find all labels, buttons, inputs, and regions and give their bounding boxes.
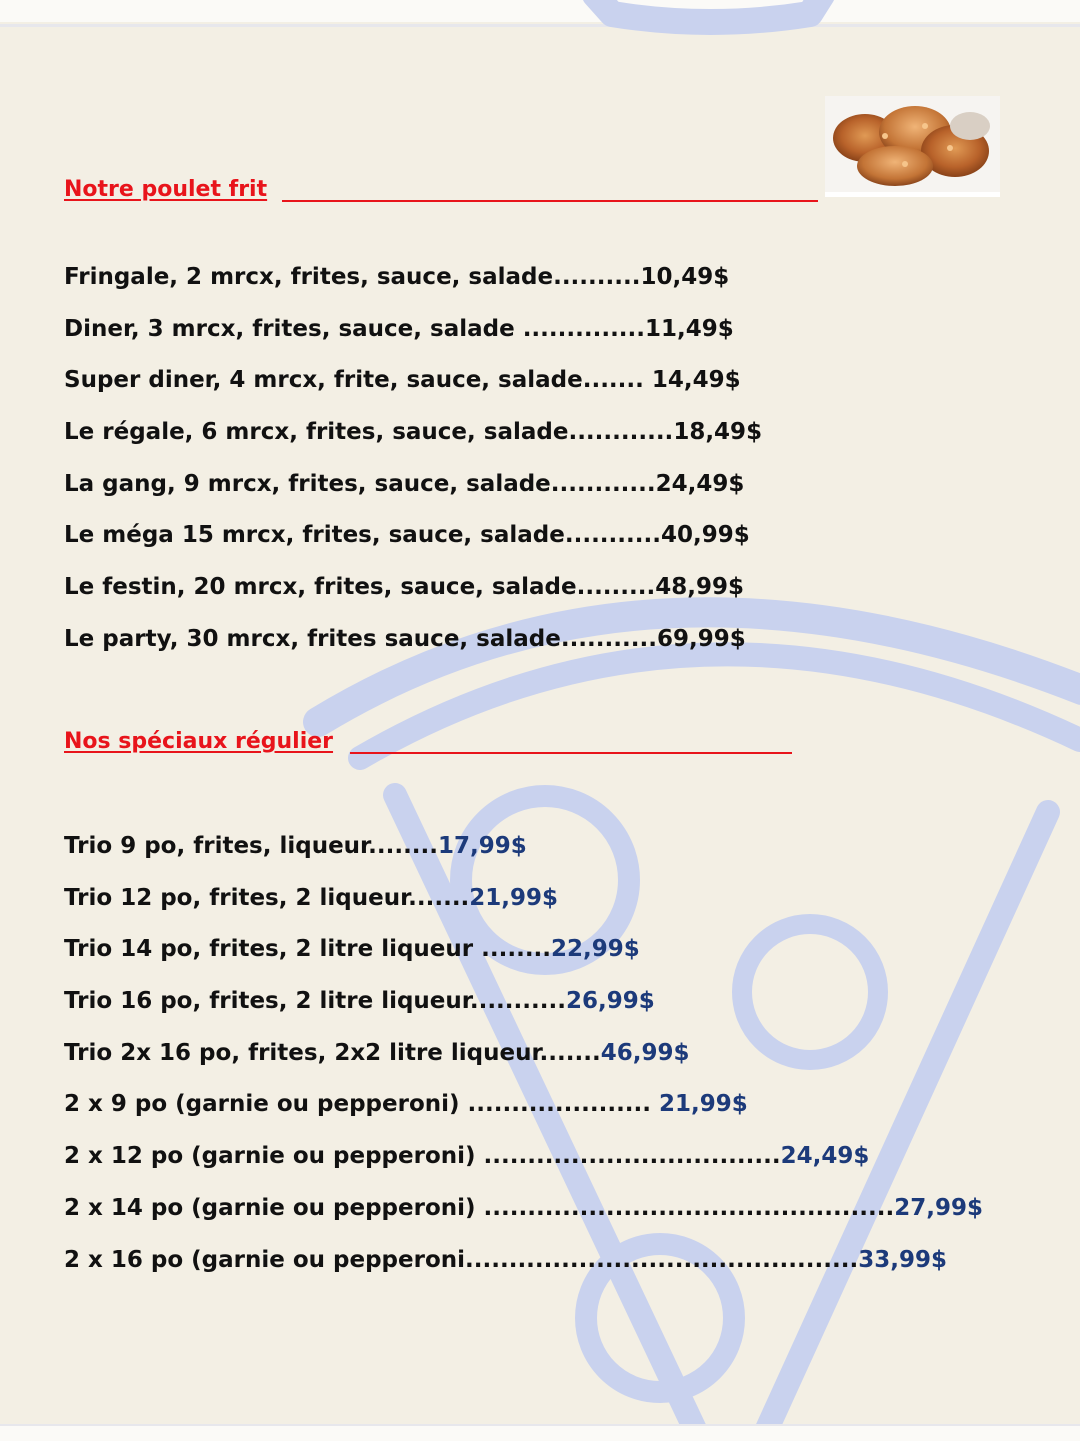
item-description: Fringale, 2 mrcx, frites, sauce, salade.......... (64, 264, 641, 290)
item-price: 10,49$ (640, 264, 730, 290)
menu-item (64, 831, 983, 883)
item-description: 2 x 9 po (garnie ou pepperoni) ..................... (64, 1091, 660, 1118)
menu-item (64, 1193, 983, 1245)
item-price: 69,99$ (656, 625, 746, 652)
item-description: Trio 2x 16 po, frites, 2x2 litre liqueur....... (64, 1039, 601, 1066)
item-price: 24,49$ (655, 470, 745, 497)
menu-item (64, 469, 762, 521)
section-title-fried-chicken: Notre poulet frit (64, 177, 268, 202)
menu-item (64, 314, 762, 366)
menu-item (64, 572, 762, 624)
item-description: Trio 9 po, frites, liqueur........ (64, 833, 439, 859)
menu-item (64, 986, 983, 1038)
section-rule-fried-chicken (282, 200, 818, 202)
item-price: 40,99$ (660, 522, 750, 549)
item-price: 18,49$ (673, 419, 763, 446)
item-description: Le méga 15 mrcx, frites, sauce, salade........... (64, 522, 661, 549)
section-rule-regular-specials (350, 752, 792, 754)
regular-specials-list (64, 831, 983, 1296)
top-page-edge (0, 0, 1080, 22)
item-description: 2 x 14 po (garnie ou pepperoni) ............................................... (64, 1194, 895, 1221)
menu-item (64, 1038, 983, 1090)
item-description: Le régale, 6 mrcx, frites, sauce, salade............ (64, 419, 674, 446)
menu-item (64, 934, 983, 986)
item-price: 11,49$ (645, 315, 734, 342)
menu-item (64, 520, 762, 572)
item-price: 33,99$ (858, 1246, 947, 1273)
item-price: 46,99$ (600, 1039, 690, 1066)
item-description: Le party, 30 mrcx, frites sauce, salade........... (64, 625, 657, 652)
menu-item (64, 365, 762, 417)
fried-chicken-image-icon (825, 96, 1000, 196)
item-price: 24,49$ (780, 1143, 870, 1170)
menu-item (64, 417, 762, 469)
item-price: 14,49$ (651, 367, 741, 394)
fried-chicken-list (64, 262, 762, 676)
section-title-regular-specials: Nos spéciaux régulier (64, 729, 334, 754)
item-description: Diner, 3 mrcx, frites, sauce, salade .............. (64, 315, 646, 342)
item-description: Trio 14 po, frites, 2 litre liqueur ........ (64, 936, 552, 963)
item-description: Super diner, 4 mrcx, frite, sauce, salade....... (64, 367, 652, 394)
item-price: 22,99$ (551, 936, 640, 963)
menu-item (64, 262, 762, 314)
menu-item (64, 1141, 983, 1193)
menu-item (64, 883, 983, 935)
item-description: 2 x 16 po (garnie ou pepperoni............................................. (64, 1246, 859, 1273)
menu-item (64, 624, 762, 676)
item-description: 2 x 12 po (garnie ou pepperoni) .................................. (64, 1143, 781, 1170)
item-price: 27,99$ (894, 1194, 983, 1221)
top-divider (0, 24, 1080, 27)
item-description: Le festin, 20 mrcx, frites, sauce, salade......... (64, 574, 656, 601)
item-price: 17,99$ (438, 833, 527, 859)
item-description: La gang, 9 mrcx, frites, sauce, salade............ (64, 470, 656, 497)
item-price: 21,99$ (469, 884, 559, 911)
item-description: Trio 16 po, frites, 2 litre liqueur........... (64, 988, 566, 1015)
menu-item (64, 1089, 983, 1141)
item-price: 26,99$ (565, 988, 655, 1015)
fried-chicken-photo (825, 96, 1000, 199)
bottom-page-edge (0, 1424, 1080, 1441)
item-price: 21,99$ (659, 1091, 748, 1118)
menu-item (64, 1245, 983, 1297)
item-description: Trio 12 po, frites, 2 liqueur....... (64, 884, 470, 911)
photo-base-strip (825, 192, 1000, 197)
item-price: 48,99$ (655, 574, 744, 601)
